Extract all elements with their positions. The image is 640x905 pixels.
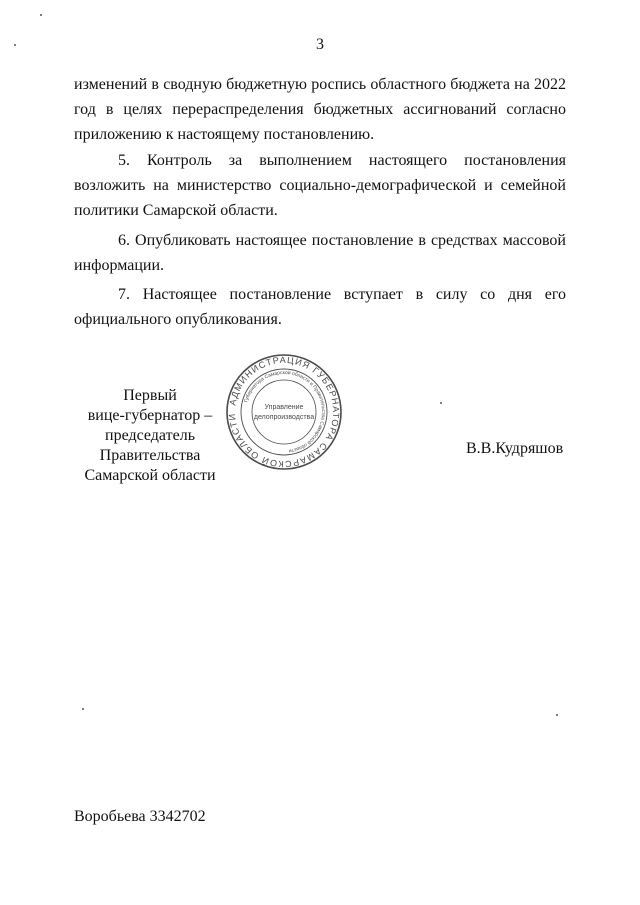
scan-speck <box>440 402 442 404</box>
paragraph-continuation: изменений в сводную бюджетную роспись областного бюджета на 2022 год в целях перераспределения бюджетных ассигнований согласно приложению к настоящему постановлению. <box>74 76 566 143</box>
executor-contact: Воробьева 3342702 <box>74 808 206 825</box>
signer-name: В.В.Кудряшов <box>466 440 564 457</box>
seal-outer-text: АДМИНИСТРАЦИЯ ГУБЕРНАТОРА САМАРСКОЙ ОБЛАСТИ <box>226 354 342 470</box>
seal-graphic <box>224 352 344 472</box>
official-seal <box>224 352 344 472</box>
seal-inner-text: Губернатора Самарской области и Правительства Самарской области <box>243 369 327 454</box>
seal-center-line: Управление <box>264 404 304 411</box>
scan-speck <box>14 44 16 46</box>
signer-position-line: председатель Правительства <box>99 427 201 464</box>
scan-speck <box>82 708 84 710</box>
signer-position-line: вице-губернатор – <box>87 407 213 424</box>
signer-position <box>60 386 240 486</box>
scan-speck <box>40 14 42 16</box>
paragraph-item-6: 6. Опубликовать настоящее постановление в средствах массовой информации. <box>74 232 566 274</box>
scan-speck <box>556 714 558 716</box>
svg-text:Губернатора Самарской области <box>243 369 326 454</box>
page-number: 3 <box>316 36 324 53</box>
paragraph-item-5: 5. Контроль за выполнением настоящего постановления возложить на министерство социально-демографической и семейной политики Самарской области. <box>74 152 566 219</box>
seal-center-line: делопроизводства <box>253 414 315 421</box>
signer-position-line: Самарской области <box>84 467 216 484</box>
signer-position-line: Первый <box>123 387 177 404</box>
paragraph-item-7: 7. Настоящее постановление вступает в силу со дня его официального опубликования. <box>74 286 566 328</box>
